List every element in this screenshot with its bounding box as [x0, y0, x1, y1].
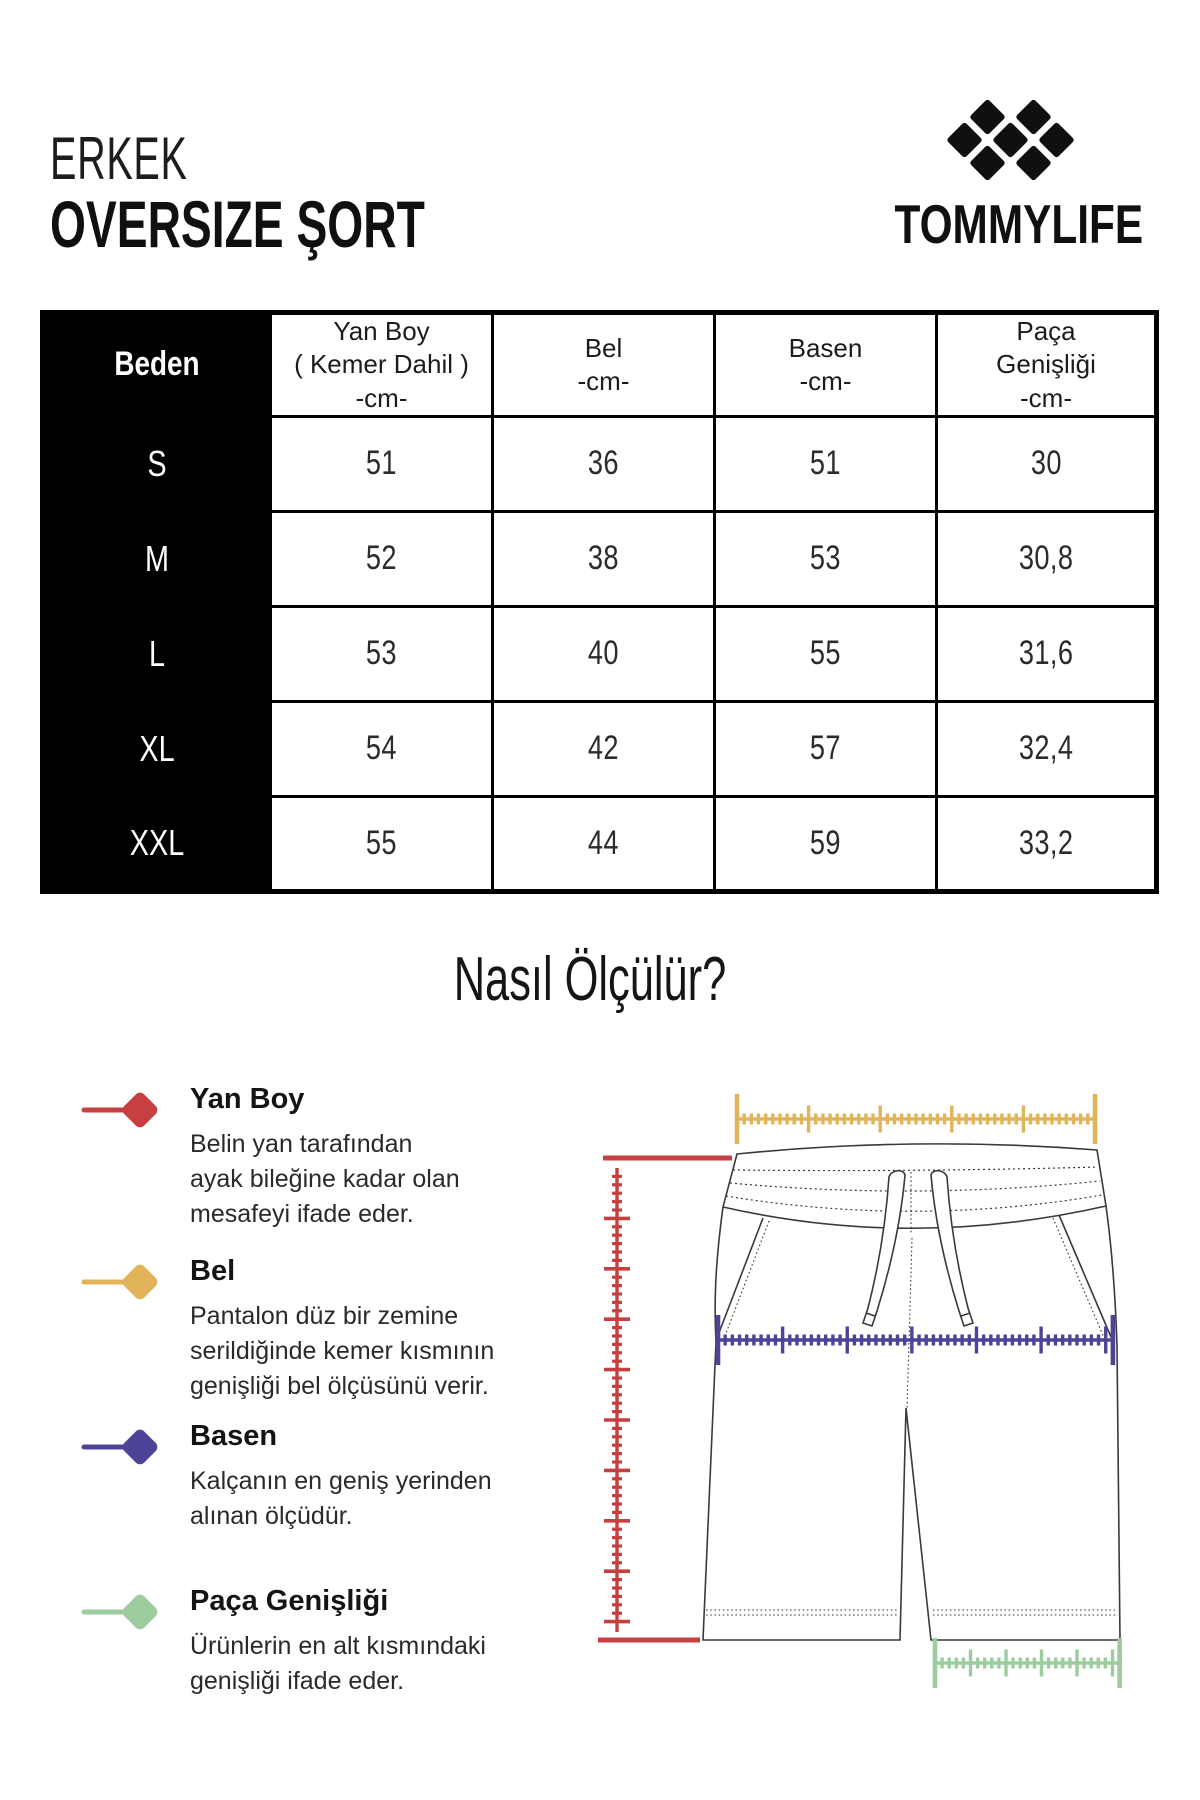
table-row-l: [43, 606, 1157, 701]
brand-logo: [860, 94, 1160, 255]
table-row-m: [43, 511, 1157, 606]
col-header-basen: Basen -cm-: [715, 313, 937, 417]
measure-desc: genişliği bel ölçüsünü verir.: [190, 1371, 489, 1400]
yan-boy-diamond-icon: [80, 1088, 185, 1132]
measure-desc: Pantalon düz bir zemine: [190, 1301, 459, 1330]
value-cell: 55: [271, 796, 493, 891]
size-table: [40, 310, 1159, 894]
measure-desc: serildiğinde kemer kısmının: [190, 1336, 495, 1365]
value-cell: 53: [715, 511, 937, 606]
value-cell: 30: [937, 416, 1157, 511]
measure-desc: Kalçanın en geniş yerinden: [190, 1466, 492, 1495]
measure-desc: mesafeyi ifade eder.: [190, 1199, 414, 1228]
value-cell: 33,2: [937, 796, 1157, 891]
size-table-header-row: [43, 313, 1157, 417]
table-row-xl: [43, 701, 1157, 796]
value-cell: 32,4: [937, 701, 1157, 796]
size-cell: M: [43, 511, 271, 606]
value-cell: 51: [271, 416, 493, 511]
measure-desc: alınan ölçüdür.: [190, 1501, 353, 1530]
measure-desc: Belin yan tarafından: [190, 1129, 413, 1158]
size-cell: L: [43, 606, 271, 701]
table-row-xxl: [43, 796, 1157, 891]
brand-diamonds-icon: [938, 94, 1083, 186]
measure-name: Basen: [190, 1420, 278, 1452]
legend-yan-boy: [80, 1084, 460, 1232]
bel-diamond-icon: [80, 1260, 185, 1304]
value-cell: 51: [715, 416, 937, 511]
col-header-paca-genisligi: Paça Genişliği -cm-: [937, 313, 1157, 417]
measure-name: Bel: [190, 1255, 236, 1287]
col-header-beden: Beden: [43, 313, 271, 417]
value-cell: 36: [493, 416, 715, 511]
table-row-s: [43, 416, 1157, 511]
value-cell: 40: [493, 606, 715, 701]
size-cell: XL: [43, 701, 271, 796]
size-cell: XXL: [43, 796, 271, 891]
value-cell: 44: [493, 796, 715, 891]
shorts-body-outline: [703, 1206, 1120, 1640]
value-cell: 59: [715, 796, 937, 891]
value-cell: 53: [271, 606, 493, 701]
measure-name: Yan Boy: [190, 1083, 305, 1115]
value-cell: 54: [271, 701, 493, 796]
size-cell: S: [43, 416, 271, 511]
value-cell: 31,6: [937, 606, 1157, 701]
paca-ruler: [933, 1638, 1122, 1688]
basen-diamond-icon: [80, 1425, 185, 1469]
measure-desc: Ürünlerin en alt kısmındaki: [190, 1631, 486, 1660]
product-title: OVERSIZE ŞORT: [50, 187, 425, 261]
measure-desc: ayak bileğine kadar olan: [190, 1164, 460, 1193]
measure-name: Paça Genişliği: [190, 1585, 389, 1617]
value-cell: 52: [271, 511, 493, 606]
bel-ruler: [735, 1094, 1097, 1144]
how-to-measure-title: Nasıl Ölçülür?: [453, 945, 727, 1014]
legend-basen: [80, 1421, 492, 1534]
measure-desc: genişliği ifade eder.: [190, 1666, 405, 1695]
brand-name: TOMMYLIFE: [894, 193, 1144, 255]
waistband: [723, 1144, 1106, 1228]
value-cell: 38: [493, 511, 715, 606]
product-gender: ERKEK: [50, 125, 188, 192]
legend-paca-genisligi: [80, 1586, 486, 1699]
value-cell: 57: [715, 701, 937, 796]
legend-bel: [80, 1256, 494, 1404]
value-cell: 55: [715, 606, 937, 701]
shorts-diagram: [560, 1080, 1160, 1700]
col-header-yan-boy: Yan Boy ( Kemer Dahil ) -cm-: [271, 313, 493, 417]
value-cell: 30,8: [937, 511, 1157, 606]
col-header-bel: Bel -cm-: [493, 313, 715, 417]
paca-diamond-icon: [80, 1590, 185, 1634]
value-cell: 42: [493, 701, 715, 796]
